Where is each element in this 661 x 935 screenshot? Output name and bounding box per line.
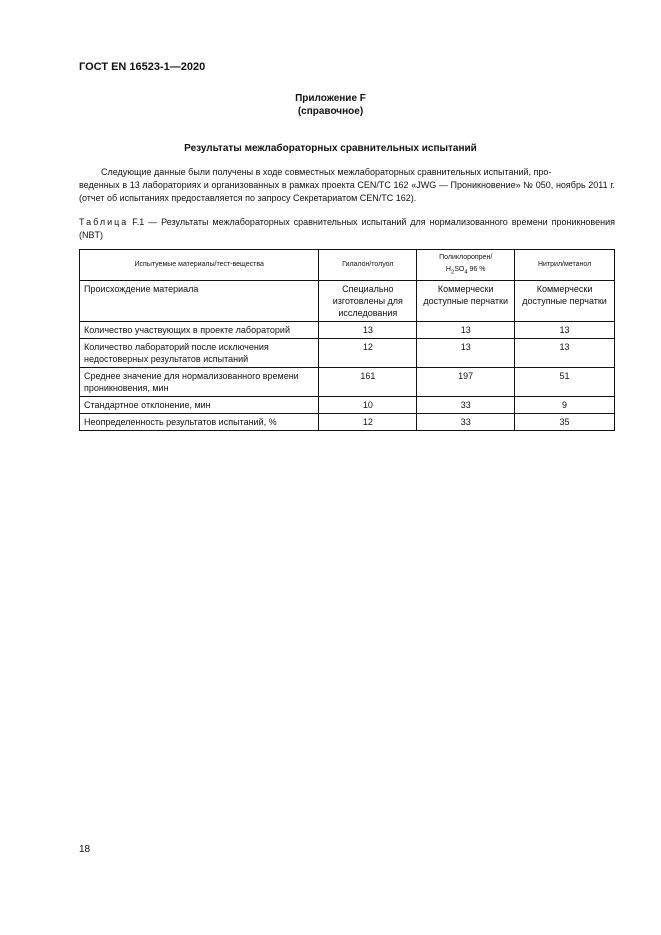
cell-col3: 9	[515, 397, 615, 414]
results-table	[79, 249, 615, 431]
table-row	[80, 368, 615, 397]
header-col2-h: H	[445, 266, 451, 273]
cell-col1: 13	[319, 322, 417, 339]
header-col3: Нитрил/метанол	[515, 250, 615, 281]
header-col2-line1: Поликлоропрен/	[439, 254, 493, 261]
cell-col2: 13	[417, 322, 515, 339]
table-caption	[79, 216, 615, 242]
header-materials: Испытуемые материалы/тест-вещества	[80, 250, 319, 281]
header-col1: Гилалон/толуол	[319, 250, 417, 281]
table-row	[80, 397, 615, 414]
header-col2-so: SO	[454, 266, 465, 273]
header-col2	[417, 250, 515, 281]
table-row	[80, 339, 615, 368]
intro-paragraph	[79, 166, 615, 205]
row-label: Среднее значение для нормализованного времени проникновения, мин	[80, 368, 319, 397]
intro-rest: веденных в 13 лабораториях и организованных в рамках проекта CEN/TC 162 «JWG — Проникновение» № 050, ноябрь 2011 г. (отчет об испытаниях предоставляется по запросу Секретариатом CEN/TC 162).	[79, 180, 615, 203]
row-label: Неопределенность результатов испытаний, %	[80, 414, 319, 431]
cell-col2: Коммерчески доступные перчатки	[417, 281, 515, 322]
intro-line-1: Следующие данные были получены в ходе совместных межлабораторных сравнительных испытаний, про-	[101, 167, 552, 177]
cell-col1: Специально изготовлены для исследования	[319, 281, 417, 322]
table-header-row	[80, 250, 615, 281]
table-row	[80, 322, 615, 339]
table-caption-text: F.1 — Результаты межлабораторных сравнительных испытаний для нормализованного времени проникновения (NBT)	[79, 217, 615, 240]
cell-col2: 33	[417, 414, 515, 431]
section-title: Результаты межлабораторных сравнительных испытаний	[184, 143, 477, 154]
table-row	[80, 281, 615, 322]
header-col2-sub2: 4	[464, 269, 468, 276]
row-label: Количество участвующих в проекте лабораторий	[80, 322, 319, 339]
appendix-title: Приложение F	[295, 93, 366, 104]
row-label: Происхождение материала	[80, 281, 319, 322]
cell-col3: 51	[515, 368, 615, 397]
page-number: 18	[79, 844, 91, 855]
cell-col1: 12	[319, 339, 417, 368]
cell-col2: 13	[417, 339, 515, 368]
cell-col2: 197	[417, 368, 515, 397]
table-caption-label: Таблица	[79, 217, 129, 227]
header-col2-rest: 96 %	[467, 266, 486, 273]
cell-col3: Коммерчески доступные перчатки	[515, 281, 615, 322]
cell-col3: 35	[515, 414, 615, 431]
cell-col2: 33	[417, 397, 515, 414]
document-code: ГОСТ EN 16523-1—2020	[79, 61, 206, 73]
row-label: Количество лабораторий после исключения недостоверных результатов испытаний	[80, 339, 319, 368]
cell-col1: 12	[319, 414, 417, 431]
appendix-heading	[0, 92, 661, 118]
cell-col1: 161	[319, 368, 417, 397]
table-row	[80, 414, 615, 431]
row-label: Стандартное отклонение, мин	[80, 397, 319, 414]
cell-col3: 13	[515, 322, 615, 339]
appendix-subtitle: (справочное)	[297, 106, 364, 117]
header-col2-sub1: 2	[450, 269, 455, 276]
cell-col3: 13	[515, 339, 615, 368]
cell-col1: 10	[319, 397, 417, 414]
